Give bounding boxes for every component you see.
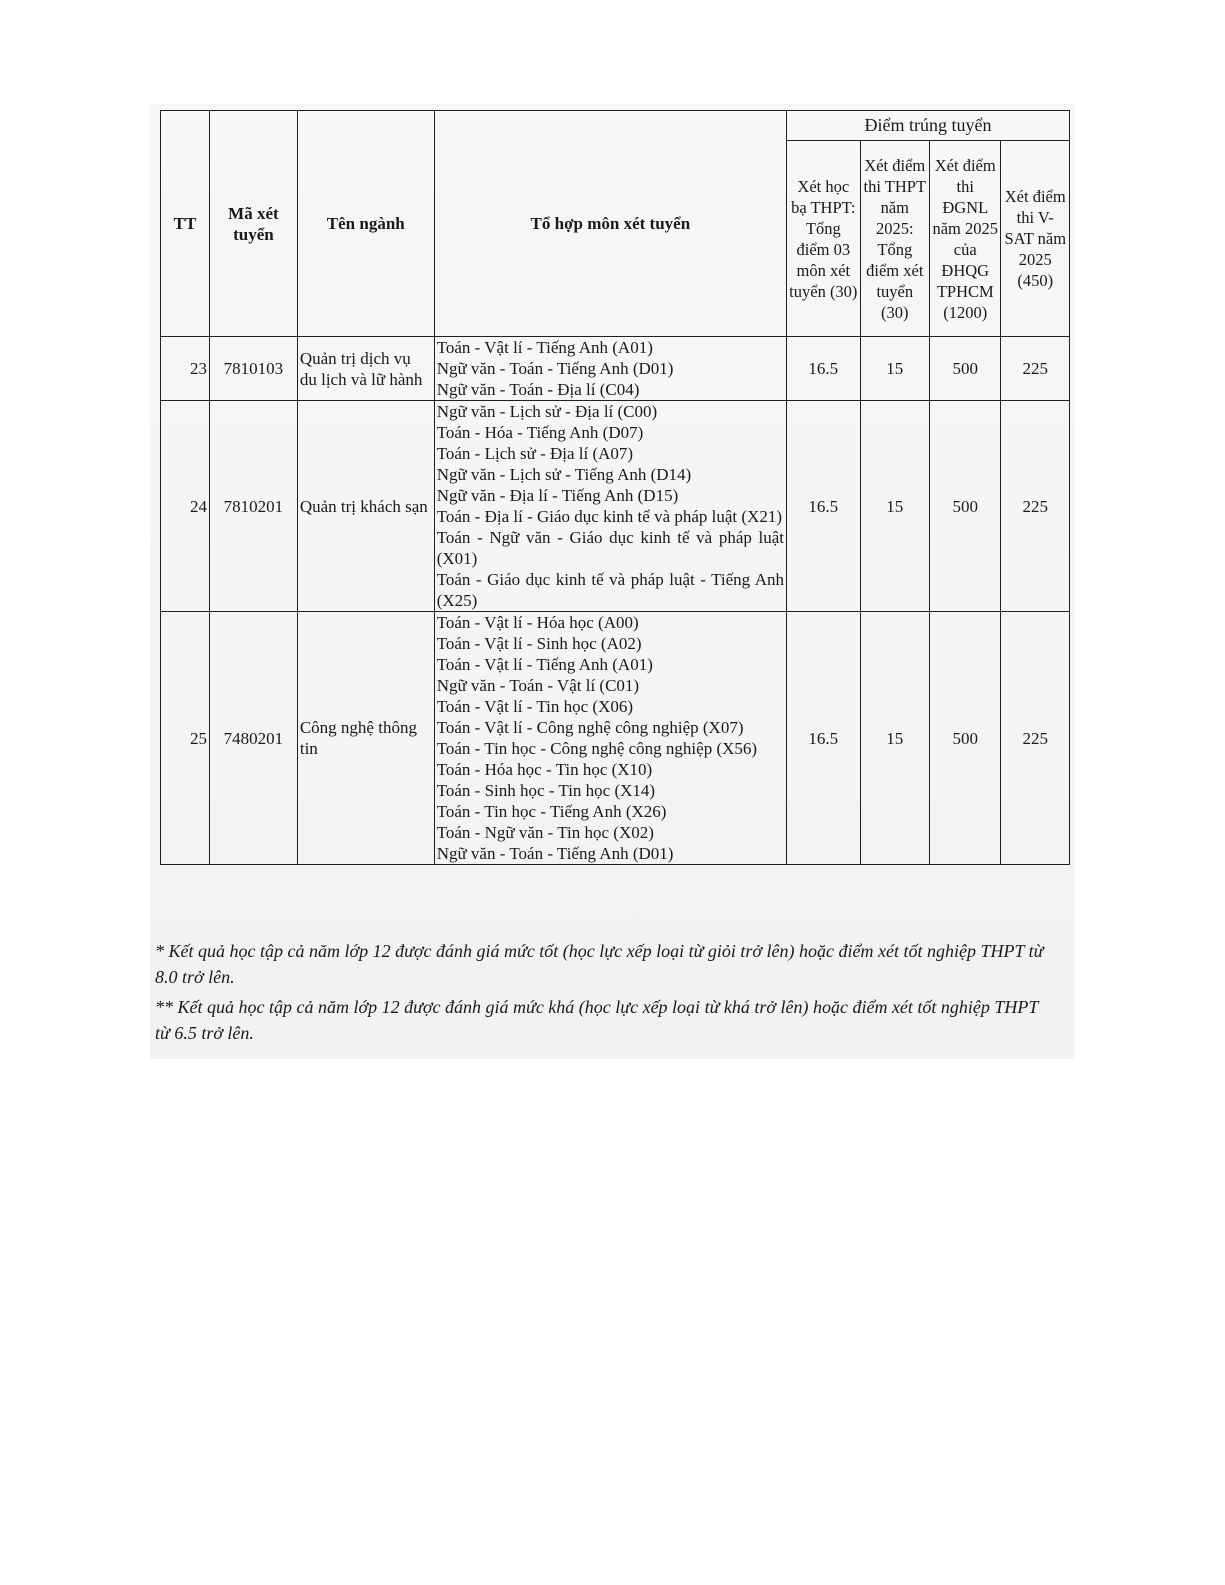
score-hocba: 16.5 [787,401,861,612]
combo-item: Toán - Vật lí - Công nghệ công nghiệp (X07) [436,718,744,737]
row-major: Quản trị dịch vụ du lịch và lữ hành [297,337,434,401]
combo-item: Toán - Sinh học - Tin học (X14) [436,781,656,800]
row-combos [434,401,786,612]
combo-item: Toán - Ngữ văn - Tin học (X02) [436,823,654,842]
header-major: Tên ngành [297,111,434,337]
footnotes [155,938,1055,1050]
footnote-1: * Kết quả học tập cả năm lớp 12 được đánh giá mức tốt (học lực xếp loại từ giỏi trở lên) hoặc điểm xét tốt nghiệp THPT từ 8.0 trở lên. [155,941,1044,987]
header-code: Mã xét tuyển [210,111,298,337]
table-row [161,337,1070,401]
combo-item: Toán - Giáo dục kinh tế và pháp luật - Tiếng Anh (X25) [436,570,785,610]
header-col-hocba: Xét học bạ THPT: Tổng điểm 03 môn xét tuyển (30) [787,141,861,337]
header-col-vsat: Xét điểm thi V-SAT năm 2025 (450) [1001,141,1070,337]
table-row [161,612,1070,865]
row-tt: 25 [161,612,210,865]
admission-score-table [160,110,1070,865]
combo-item: Toán - Hóa học - Tin học (X10) [436,760,653,779]
score-dgnl: 500 [930,337,1001,401]
row-tt: 24 [161,401,210,612]
combo-item: Ngữ văn - Lịch sử - Tiếng Anh (D14) [436,465,692,484]
row-code: 7810103 [210,337,298,401]
combo-item: Toán - Ngữ văn - Giáo dục kinh tế và pháp luật (X01) [436,528,785,568]
score-hocba: 16.5 [787,612,861,865]
score-vsat: 225 [1001,337,1070,401]
combo-item: Toán - Vật lí - Tiếng Anh (A01) [436,655,653,674]
score-thpt: 15 [860,612,929,865]
combo-item: Toán - Tin học - Công nghệ công nghiệp (X56) [436,739,758,758]
header-score-group: Điểm trúng tuyển [787,111,1070,141]
score-hocba: 16.5 [787,337,861,401]
header-combo: Tổ hợp môn xét tuyển [434,111,786,337]
row-major: Công nghệ thông tin [297,612,434,865]
score-vsat: 225 [1001,612,1070,865]
combo-item: Toán - Vật lí - Tiếng Anh (A01) [436,338,653,357]
row-combos [434,612,786,865]
score-vsat: 225 [1001,401,1070,612]
combo-item: Toán - Vật lí - Hóa học (A00) [436,613,639,632]
header-row-1 [161,111,1070,141]
combo-item: Ngữ văn - Địa lí - Tiếng Anh (D15) [436,486,679,505]
row-combos [434,337,786,401]
combo-item: Toán - Địa lí - Giáo dục kinh tế và pháp luật (X21) [436,507,783,526]
header-col-thpt: Xét điểm thi THPT năm 2025: Tổng điểm xét tuyển (30) [860,141,929,337]
score-thpt: 15 [860,401,929,612]
combo-item: Ngữ văn - Toán - Địa lí (C04) [436,380,640,399]
header-tt: TT [161,111,210,337]
score-dgnl: 500 [930,401,1001,612]
score-dgnl: 500 [930,612,1001,865]
row-major: Quản trị khách sạn [297,401,434,612]
combo-item: Toán - Vật lí - Tin học (X06) [436,697,634,716]
combo-item: Ngữ văn - Toán - Vật lí (C01) [436,676,640,695]
score-thpt: 15 [860,337,929,401]
combo-item: Toán - Hóa - Tiếng Anh (D07) [436,423,644,442]
combo-item: Toán - Vật lí - Sinh học (A02) [436,634,642,653]
row-code: 7810201 [210,401,298,612]
row-code: 7480201 [210,612,298,865]
combo-item: Ngữ văn - Lịch sử - Địa lí (C00) [436,402,658,421]
combo-item: Ngữ văn - Toán - Tiếng Anh (D01) [436,359,674,378]
combo-item: Ngữ văn - Toán - Tiếng Anh (D01) [436,844,674,863]
footnote-2: ** Kết quả học tập cả năm lớp 12 được đánh giá mức khá (học lực xếp loại từ khá trở lên) hoặc điểm xét tốt nghiệp THPT từ 6.5 trở lên. [155,997,1039,1043]
combo-item: Toán - Tin học - Tiếng Anh (X26) [436,802,667,821]
header-col-dgnl: Xét điểm thi ĐGNL năm 2025 của ĐHQG TPHCM (1200) [930,141,1001,337]
combo-item: Toán - Lịch sử - Địa lí (A07) [436,444,634,463]
table-row [161,401,1070,612]
row-tt: 23 [161,337,210,401]
